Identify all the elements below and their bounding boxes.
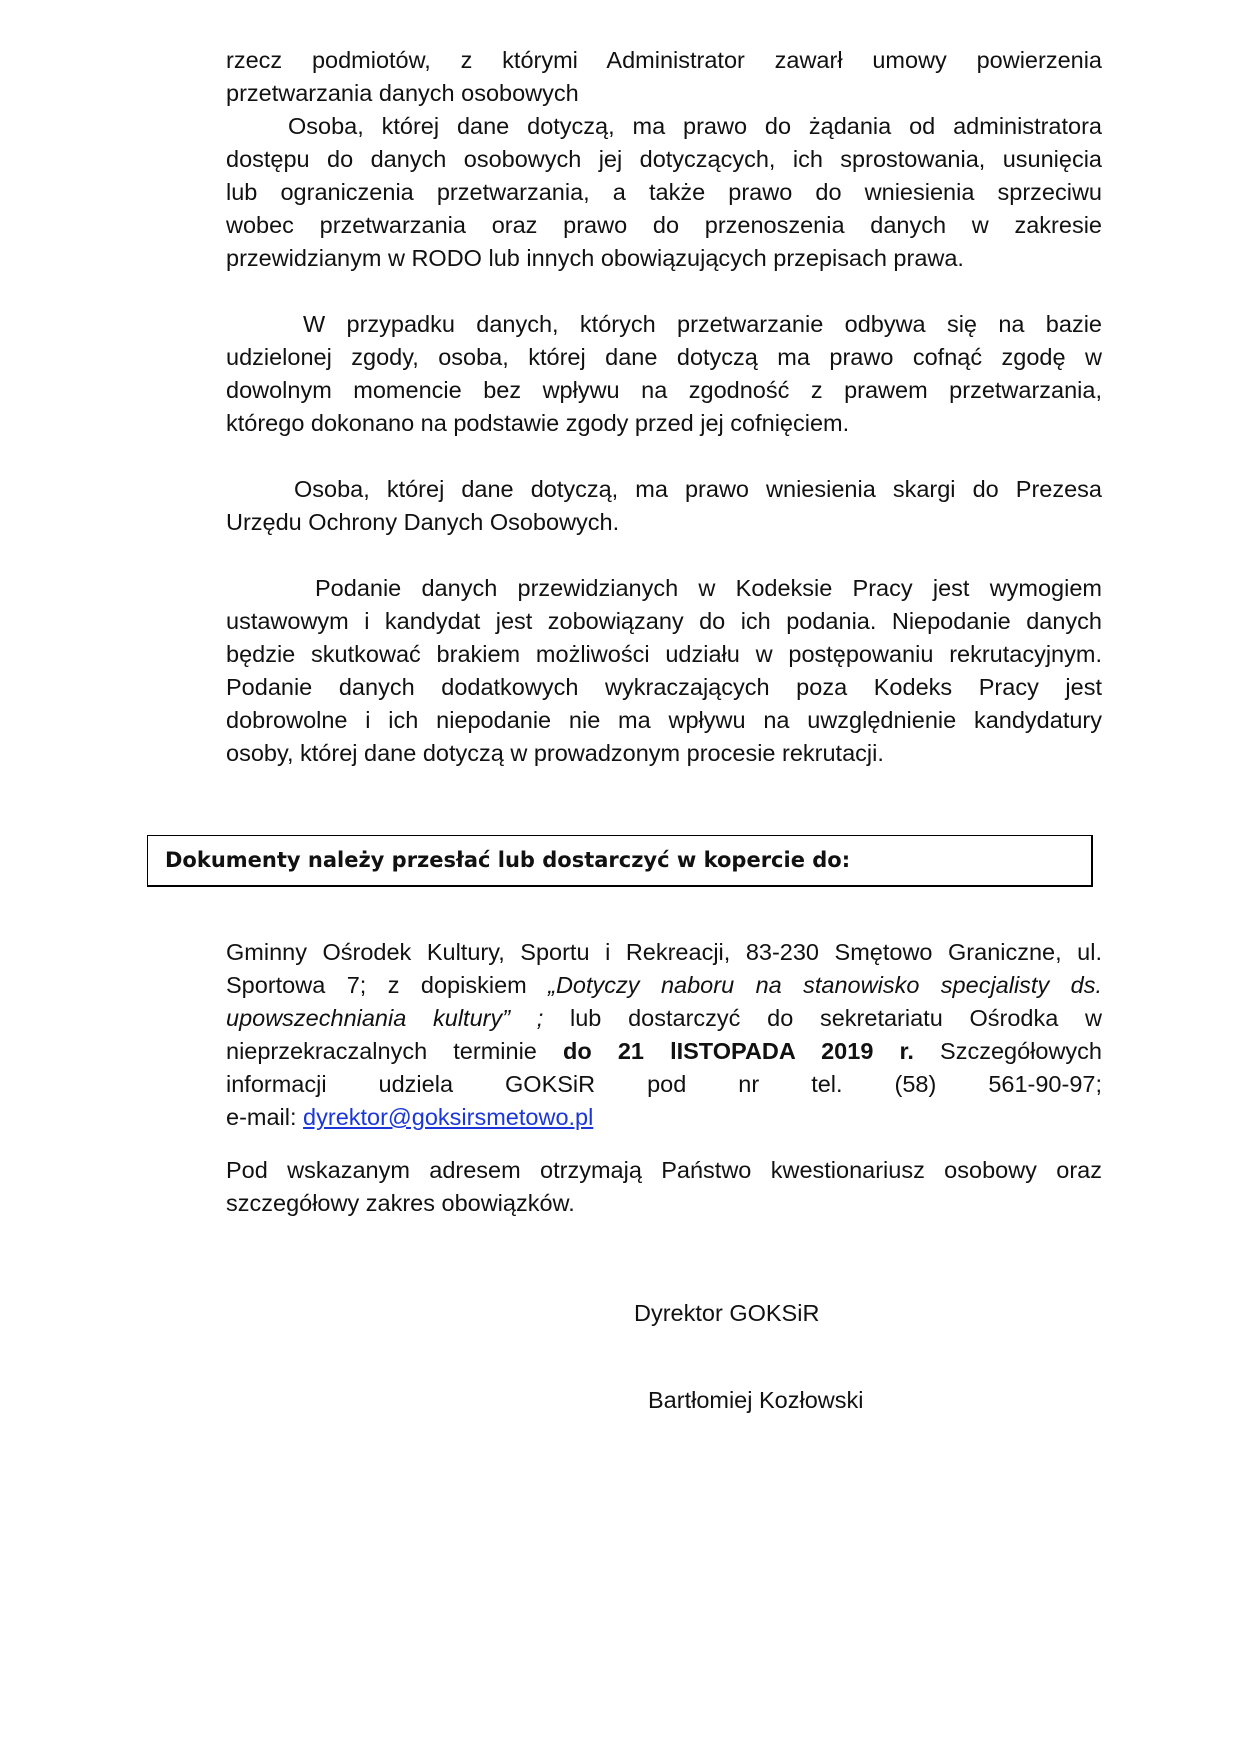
text-line: [226, 969, 1102, 1002]
text-run: lub dostarczyć do sekretariatu Ośrodka w: [543, 1005, 1102, 1031]
email-link[interactable]: dyrektor@goksirsmetowo.pl: [303, 1104, 594, 1130]
text-line: osoby, której dane dotyczą w prowadzonym procesie rekrutacji.: [226, 740, 884, 766]
text-line: szczegółowy zakres obowiązków.: [226, 1190, 575, 1216]
text-line: którego dokonano na podstawie zgody przed jej cofnięciem.: [226, 410, 850, 436]
text-line: wobec przetwarzania oraz prawo do przenoszenia danych w zakresie: [226, 212, 1102, 238]
paragraph-address: [226, 936, 1102, 1134]
text-line: będzie skutkować brakiem możliwości udziału w postępowaniu rekrutacyjnym.: [226, 641, 1102, 667]
italic-quote: „Dotyczy naboru na stanowisko specjalisty ds.: [548, 972, 1102, 998]
text-run: nieprzekraczalnych terminie: [226, 1038, 563, 1064]
signature-title: Dyrektor GOKSiR: [634, 1300, 820, 1326]
text-line: Urzędu Ochrony Danych Osobowych.: [226, 509, 620, 535]
text-run: e-mail:: [226, 1104, 304, 1130]
paragraph-consent-withdrawal: [226, 308, 1102, 440]
paragraph-labour-code: [226, 572, 1102, 770]
deadline-date: do 21 lISTOPADA 2019 r.: [562, 1038, 914, 1064]
text-line: dowolnym momencie bez wpływu na zgodność z prawem przetwarzania,: [226, 377, 1102, 403]
paragraph-info: [226, 1154, 1102, 1220]
text-line: przetwarzania danych osobowych: [226, 80, 579, 106]
text-line: przewidzianym w RODO lub innych obowiązujących przepisach prawa.: [226, 245, 964, 271]
submission-heading: Dokumenty należy przesłać lub dostarczyć w kopercie do:: [165, 848, 851, 872]
text-line: Gminny Ośrodek Kultury, Sportu i Rekreacji, 83-230 Smętowo Graniczne, ul.: [226, 939, 1102, 965]
text-line: informacji udziela GOKSiR pod nr tel. (58) 561-90-97;: [226, 1071, 1102, 1097]
signature-name: Bartłomiej Kozłowski: [648, 1387, 864, 1413]
text-line: [226, 1002, 1102, 1035]
text-line: udzielonej zgody, osoba, której dane dotyczą ma prawo cofnąć zgodę w: [226, 344, 1102, 370]
text-line: Osoba, której dane dotyczą, ma prawo wniesienia skargi do Prezesa: [294, 476, 1102, 502]
text-line: dostępu do danych osobowych jej dotyczących, ich sprostowania, usunięcia: [226, 146, 1102, 172]
text-line: [226, 1101, 1102, 1134]
italic-quote: upowszechniania kultury” ;: [226, 1005, 544, 1031]
text-line: lub ograniczenia przetwarzania, a także prawo do wniesienia sprzeciwu: [226, 179, 1102, 205]
text-run: Sportowa 7; z dopiskiem: [226, 972, 549, 998]
text-line: Osoba, której dane dotyczą, ma prawo do żądania od administratora: [288, 113, 1102, 139]
text-line: dobrowolne i ich niepodanie nie ma wpływu na uwzględnienie kandydatury: [226, 707, 1102, 733]
text-run: Szczegółowych: [913, 1038, 1102, 1064]
text-line: ustawowym i kandydat jest zobowiązany do ich podania. Niepodanie danych: [226, 608, 1102, 634]
text-line: Pod wskazanym adresem otrzymają Państwo kwestionariusz osobowy oraz: [226, 1157, 1102, 1183]
paragraph-data-processors: [226, 44, 1102, 275]
text-line: W przypadku danych, których przetwarzanie odbywa się na bazie: [303, 311, 1102, 337]
submission-heading-box: [147, 835, 1093, 887]
paragraph-complaint: [226, 473, 1102, 539]
text-line: rzecz podmiotów, z którymi Administrator zawarł umowy powierzenia: [226, 47, 1102, 73]
text-line: Podanie danych przewidzianych w Kodeksie Pracy jest wymogiem: [315, 575, 1102, 601]
text-line: [226, 1035, 1102, 1068]
text-line: Podanie danych dodatkowych wykraczających poza Kodeks Pracy jest: [226, 674, 1102, 700]
